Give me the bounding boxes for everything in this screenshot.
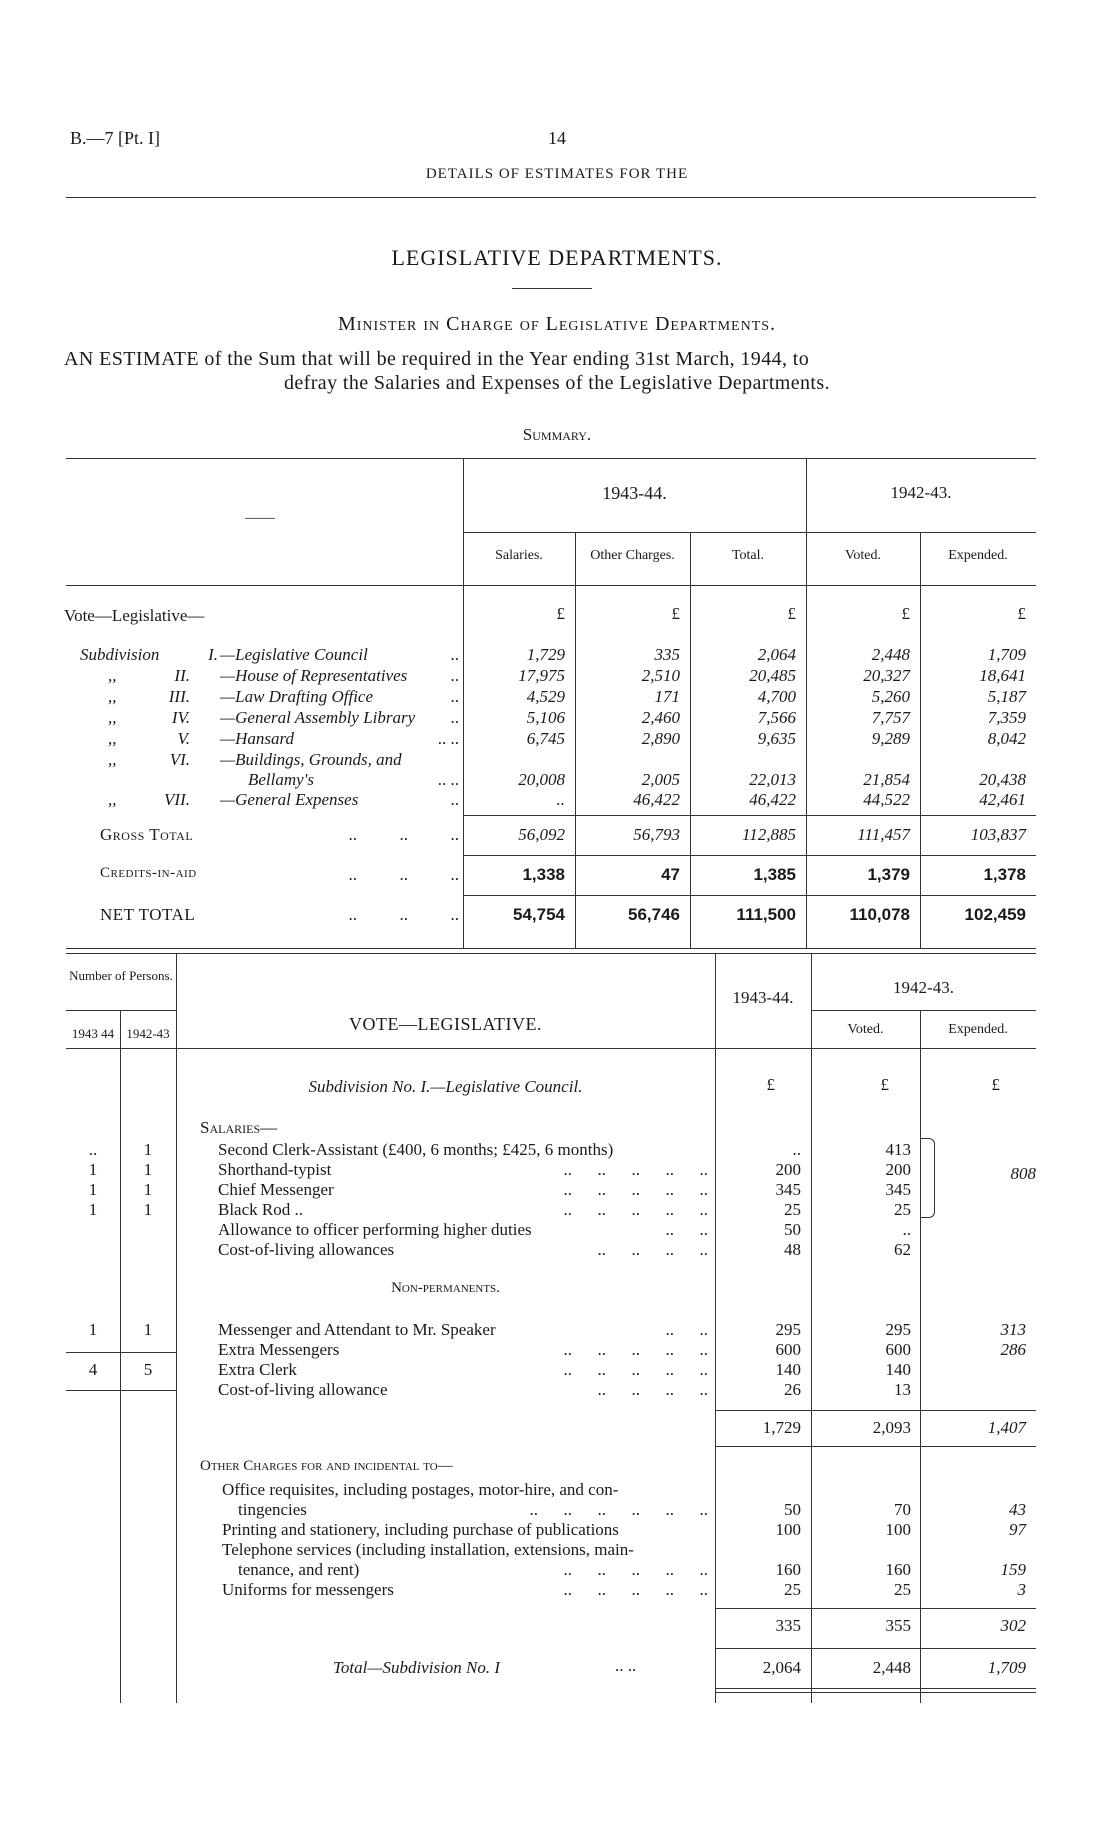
persons-total-rule	[66, 1390, 176, 1391]
other-item-current: 50	[784, 1500, 801, 1519]
salaries-expended-total: 808	[1010, 1164, 1036, 1183]
salary-item-label: Second Clerk-Assistant (£400, 6 months; £425, 6 months)	[218, 1140, 614, 1159]
summary-cell-expended: 42,461	[979, 790, 1026, 809]
subdivision-heading: Subdivision No. I.—Legislative Council.	[308, 1077, 583, 1096]
other-item-label: Telephone services (including installation, extensions, main-	[222, 1540, 634, 1559]
summary-cell-total: 22,013	[749, 770, 796, 789]
nonperm-item-current: 140	[775, 1360, 801, 1379]
salary-item-voted: 345	[885, 1180, 911, 1199]
other-item-label: Uniforms for messengers	[222, 1580, 394, 1599]
summary-cell-other: 46,422	[633, 790, 680, 809]
persons-heading: Number of Persons.	[69, 968, 173, 983]
summary-cell-salaries: 6,745	[526, 729, 565, 748]
currency-symbol: £	[556, 604, 565, 623]
summary-gross-label: Gross Total	[100, 825, 194, 844]
persons-year-previous: 1942-43	[126, 1026, 170, 1041]
other-item-voted: 70	[894, 1500, 911, 1519]
nonperm-persons-previous: 5	[143, 1360, 153, 1379]
detail-top-rule	[66, 953, 1036, 954]
summary-credits-label: Credits-in-aid	[100, 865, 197, 881]
grand-total-double-rule	[715, 1692, 1036, 1693]
salary-item-label: Shorthand-typist	[218, 1160, 332, 1179]
other-item-label: Office requisites, including postages, motor-hire, and con-	[222, 1480, 619, 1499]
estimate-line-1: AN ESTIMATE of the Sum that will be required in the Year ending 31st March, 1944, to	[64, 348, 810, 370]
summary-cell-voted: 9,289	[871, 729, 910, 748]
summary-row-leader: .. ..	[437, 729, 459, 748]
nonperm-item-leader: .. .. .. .. ..	[563, 1360, 708, 1379]
salary-item-voted: 25	[894, 1200, 911, 1219]
summary-row-prefix: ,,	[108, 750, 117, 769]
summary-cell-other: 335	[654, 645, 680, 664]
summary-row-leader: ..	[450, 687, 459, 706]
summary-row-number: VI.	[169, 750, 190, 769]
summary-cell-voted: 5,260	[871, 687, 910, 706]
summary-net-rule	[463, 895, 1036, 896]
summary-gross-leader: .. .. ..	[348, 825, 459, 844]
summary-cell-total: 2,064	[757, 645, 796, 664]
summary-row-prefix: ,,	[108, 790, 117, 809]
summary-cell-other: 2,510	[641, 666, 680, 685]
salary-persons-previous: 1	[143, 1200, 153, 1219]
nonperm-item-expended: 286	[1000, 1340, 1026, 1359]
persons-year-rule	[66, 1010, 176, 1011]
other-charges-heading: Other Charges for and incidental to—	[200, 1458, 453, 1474]
other-item-voted: 25	[894, 1580, 911, 1599]
estimate-line-2: defray the Salaries and Expenses of the Legislative Departments.	[284, 372, 830, 394]
other-total-rule	[715, 1608, 1036, 1609]
summary-col-expended: Expended.	[948, 548, 1008, 563]
salary-item-current: 200	[775, 1160, 801, 1179]
summary-net-expended: 102,459	[964, 905, 1026, 924]
summary-gross-other: 56,793	[633, 825, 680, 844]
nonperm-persons-previous: 1	[143, 1320, 153, 1339]
salary-item-leader: .. .. .. .. ..	[563, 1160, 708, 1179]
summary-credits-total: 1,385	[753, 865, 796, 884]
summary-bottom-rule	[66, 948, 1036, 949]
nonperm-item-leader: .. .. .. .. ..	[563, 1340, 708, 1359]
summary-row-leader: .. ..	[437, 770, 459, 789]
summary-cell-other: 171	[654, 687, 680, 706]
summary-cell-expended: 5,187	[987, 687, 1026, 706]
nonperm-item-label: Messenger and Attendant to Mr. Speaker	[218, 1320, 496, 1339]
summary-gross-total: 112,885	[742, 825, 796, 844]
summary-row-prefix: ,,	[108, 729, 117, 748]
summary-credits-other: 47	[661, 865, 680, 884]
salaries-total-current: 1,729	[762, 1418, 801, 1437]
summary-cell-expended: 1,709	[987, 645, 1026, 664]
salary-item-leader: .. ..	[665, 1220, 708, 1239]
summary-net-salaries: 54,754	[513, 905, 565, 924]
page-running-heading: DETAILS OF ESTIMATES FOR THE	[425, 166, 689, 182]
summary-top-rule	[66, 458, 1036, 459]
salary-persons-current: ..	[88, 1140, 98, 1159]
summary-net-label: NET TOTAL	[100, 905, 196, 924]
summary-row-label: —House of Representatives	[220, 666, 408, 685]
summary-cell-salaries: 1,729	[526, 645, 565, 664]
detail-year-rule	[811, 1010, 1036, 1011]
other-item-voted: 100	[885, 1520, 911, 1539]
salary-item-label: Allowance to officer performing higher duties	[218, 1220, 532, 1239]
other-total-current: 335	[775, 1616, 801, 1635]
other-item-expended: 3	[1017, 1580, 1026, 1599]
summary-cell-total: 4,700	[757, 687, 796, 706]
summary-row-prefix: Subdivision	[80, 645, 160, 664]
salary-item-current: ..	[792, 1140, 801, 1159]
currency-symbol: £	[880, 1075, 889, 1094]
summary-cell-expended: 7,359	[987, 708, 1026, 727]
nonperm-persons-current: 4	[88, 1360, 98, 1379]
salary-persons-previous: 1	[143, 1140, 153, 1159]
summary-cell-salaries: 5,106	[526, 708, 565, 727]
summary-heading: Summary.	[522, 425, 592, 444]
summary-cell-voted: 44,522	[863, 790, 910, 809]
summary-gross-rule	[463, 815, 1036, 816]
salaries-total-rule	[715, 1410, 1036, 1411]
detail-vote-heading: VOTE—LEGISLATIVE.	[349, 1014, 542, 1034]
detail-vline	[176, 953, 177, 1703]
nonperm-item-voted: 140	[885, 1360, 911, 1379]
grand-total-voted: 2,448	[872, 1658, 911, 1677]
grand-total-expended: 1,709	[987, 1658, 1026, 1677]
summary-credits-leader: .. .. ..	[348, 865, 459, 884]
other-item-current: 100	[775, 1520, 801, 1539]
summary-cell-salaries: 17,975	[518, 666, 565, 685]
persons-year-current: 1943 44	[71, 1026, 115, 1041]
salary-item-current: 345	[775, 1180, 801, 1199]
salary-item-leader: .. .. .. ..	[597, 1240, 708, 1259]
summary-head-bottom-rule	[66, 585, 1036, 586]
nonperm-item-current: 600	[775, 1340, 801, 1359]
other-item-expended: 43	[1009, 1500, 1026, 1519]
salary-item-label: Black Rod ..	[218, 1200, 303, 1219]
summary-cell-salaries: ..	[556, 790, 565, 809]
other-item-leader: .. .. .. .. ..	[563, 1560, 708, 1579]
summary-cell-salaries: 20,008	[518, 770, 565, 789]
salaries-total-voted: 2,093	[872, 1418, 911, 1437]
summary-cell-expended: 8,042	[987, 729, 1026, 748]
summary-row-number: II.	[174, 666, 190, 685]
summary-row-label: —Law Drafting Office	[220, 687, 374, 706]
other-item-label: Printing and stationery, including purchase of publications	[222, 1520, 619, 1539]
summary-cell-expended: 18,641	[979, 666, 1026, 685]
summary-cell-total: 7,566	[757, 708, 796, 727]
summary-year-previous: 1942-43.	[890, 483, 952, 502]
salary-item-voted: 62	[894, 1240, 911, 1259]
summary-year-current: 1943-44.	[602, 483, 667, 503]
salaries-total-bottom-rule	[715, 1446, 1036, 1447]
detail-col-voted: Voted.	[847, 1022, 884, 1037]
nonperm-item-label: Extra Messengers	[218, 1340, 340, 1359]
summary-net-other: 56,746	[628, 905, 680, 924]
salary-item-current: 25	[784, 1200, 801, 1219]
currency-symbol: £	[991, 1075, 1000, 1094]
other-item-current: 25	[784, 1580, 801, 1599]
summary-cell-total: 9,635	[757, 729, 796, 748]
persons-subtotal-rule	[66, 1352, 176, 1353]
other-item-expended: 159	[1000, 1560, 1026, 1579]
salaries-total-expended: 1,407	[987, 1418, 1026, 1437]
title-rule	[512, 288, 592, 289]
page-reference: B.—7 [Pt. I]	[70, 128, 160, 148]
summary-cell-expended: 20,438	[979, 770, 1026, 789]
salary-persons-current: 1	[88, 1180, 98, 1199]
grand-total-current: 2,064	[762, 1658, 801, 1677]
vote-label: Vote—Legislative—	[64, 606, 205, 625]
summary-row-label: —Legislative Council	[220, 645, 368, 664]
salary-persons-current: 1	[88, 1160, 98, 1179]
summary-cell-other: 2,460	[641, 708, 680, 727]
summary-cell-total: 20,485	[749, 666, 796, 685]
summary-row-number: III.	[168, 687, 190, 706]
detail-vline	[120, 1010, 121, 1703]
summary-row-leader: ..	[450, 666, 459, 685]
summary-row-number: VII.	[164, 790, 190, 809]
salary-item-label: Cost-of-living allowances	[218, 1240, 395, 1259]
summary-row-number: I.	[208, 645, 218, 664]
summary-subhead-rule	[463, 532, 1036, 533]
salary-item-voted: 413	[885, 1140, 911, 1159]
grand-total-leader: .. ..	[615, 1656, 637, 1675]
salaries-brace	[920, 1138, 935, 1218]
nonperm-item-current: 26	[784, 1380, 801, 1399]
salary-item-current: 48	[784, 1240, 801, 1259]
summary-cell-salaries: 4,529	[526, 687, 565, 706]
nonperm-item-voted: 13	[894, 1380, 911, 1399]
summary-row-prefix: ,,	[108, 666, 117, 685]
summary-cell-other: 2,005	[641, 770, 680, 789]
other-item-voted: 160	[885, 1560, 911, 1579]
minister-heading: Minister in Charge of Legislative Departments.	[337, 313, 777, 335]
nonperm-item-leader: .. ..	[665, 1320, 708, 1339]
salary-item-label: Chief Messenger	[218, 1180, 334, 1199]
nonperm-item-voted: 600	[885, 1340, 911, 1359]
nonperm-heading: Non-permanents.	[391, 1280, 500, 1296]
other-total-voted: 355	[885, 1616, 911, 1635]
summary-stub-dash: ——	[245, 510, 275, 526]
detail-year-previous: 1942-43.	[893, 978, 954, 997]
grand-total-label: Total—Subdivision No. I	[333, 1658, 501, 1677]
summary-cell-voted: 21,854	[863, 770, 910, 789]
page-number: 14	[548, 128, 566, 148]
summary-col-voted: Voted.	[845, 548, 881, 563]
other-item-leader: .. .. .. .. ..	[563, 1580, 708, 1599]
summary-cell-voted: 7,757	[871, 708, 910, 727]
summary-gross-expended: 103,837	[970, 825, 1026, 844]
salaries-heading: Salaries—	[200, 1118, 278, 1137]
page-title: LEGISLATIVE DEPARTMENTS.	[391, 245, 723, 270]
currency-symbol: £	[1017, 604, 1026, 623]
salary-item-current: 50	[784, 1220, 801, 1239]
salary-item-voted: ..	[902, 1220, 911, 1239]
summary-gross-voted: 111,457	[857, 825, 910, 844]
summary-row-label: —Buildings, Grounds, and	[220, 750, 402, 769]
detail-year-current: 1943-44.	[732, 988, 794, 1007]
summary-row-prefix: ,,	[108, 708, 117, 727]
currency-symbol: £	[787, 604, 796, 623]
summary-row-label: —General Expenses	[220, 790, 359, 809]
summary-row-number: V.	[177, 729, 190, 748]
summary-cell-voted: 2,448	[871, 645, 910, 664]
nonperm-item-voted: 295	[885, 1320, 911, 1339]
other-item-expended: 97	[1009, 1520, 1026, 1539]
other-item-current: 160	[775, 1560, 801, 1579]
salary-persons-previous: 1	[143, 1180, 153, 1199]
summary-row-number: IV.	[171, 708, 190, 727]
summary-col-salaries: Salaries.	[495, 548, 543, 563]
summary-net-voted: 110,078	[849, 905, 910, 924]
summary-col-other: Other Charges.	[590, 548, 675, 563]
other-item-label-cont: tingencies	[238, 1500, 307, 1519]
summary-row-leader: ..	[450, 645, 459, 664]
salary-persons-current: 1	[88, 1200, 98, 1219]
summary-row-prefix: ,,	[108, 687, 117, 706]
summary-row-label: —General Assembly Library	[220, 708, 416, 727]
summary-credits-salaries: 1,338	[522, 865, 565, 884]
salary-persons-previous: 1	[143, 1160, 153, 1179]
other-total-expended: 302	[1000, 1616, 1026, 1635]
salary-item-leader: .. .. .. .. ..	[563, 1180, 708, 1199]
detail-head-bottom-rule	[66, 1048, 1036, 1049]
nonperm-item-current: 295	[775, 1320, 801, 1339]
currency-symbol: £	[901, 604, 910, 623]
summary-net-total: 111,500	[736, 905, 796, 924]
summary-cell-total: 46,422	[749, 790, 796, 809]
currency-symbol: £	[766, 1075, 775, 1094]
summary-gross-salaries: 56,092	[518, 825, 565, 844]
summary-row-label-cont: Bellamy's	[248, 770, 314, 789]
other-item-label-cont: tenance, and rent)	[238, 1560, 360, 1579]
currency-symbol: £	[671, 604, 680, 623]
salary-item-leader: .. .. .. .. ..	[563, 1200, 708, 1219]
nonperm-item-expended: 313	[1000, 1320, 1026, 1339]
summary-cell-voted: 20,327	[863, 666, 910, 685]
summary-row-leader: ..	[450, 708, 459, 727]
other-total-bottom-rule	[715, 1648, 1036, 1649]
other-item-leader: .. .. .. .. .. ..	[529, 1500, 708, 1519]
header-rule	[66, 197, 1036, 198]
salary-item-voted: 200	[885, 1160, 911, 1179]
nonperm-item-label: Cost-of-living allowance	[218, 1380, 388, 1399]
grand-total-rule	[715, 1688, 1036, 1689]
detail-col-expended: Expended.	[948, 1022, 1008, 1037]
summary-credits-voted: 1,379	[867, 865, 910, 884]
summary-col-total: Total.	[731, 548, 765, 563]
summary-net-leader: .. .. ..	[348, 905, 459, 924]
nonperm-item-leader: .. .. .. ..	[597, 1380, 708, 1399]
summary-row-leader: ..	[450, 790, 459, 809]
nonperm-persons-current: 1	[88, 1320, 98, 1339]
summary-cell-other: 2,890	[641, 729, 680, 748]
nonperm-item-label: Extra Clerk	[218, 1360, 297, 1379]
summary-row-label: —Hansard	[220, 729, 294, 748]
summary-credits-expended: 1,378	[983, 865, 1026, 884]
summary-credits-rule	[463, 855, 1036, 856]
